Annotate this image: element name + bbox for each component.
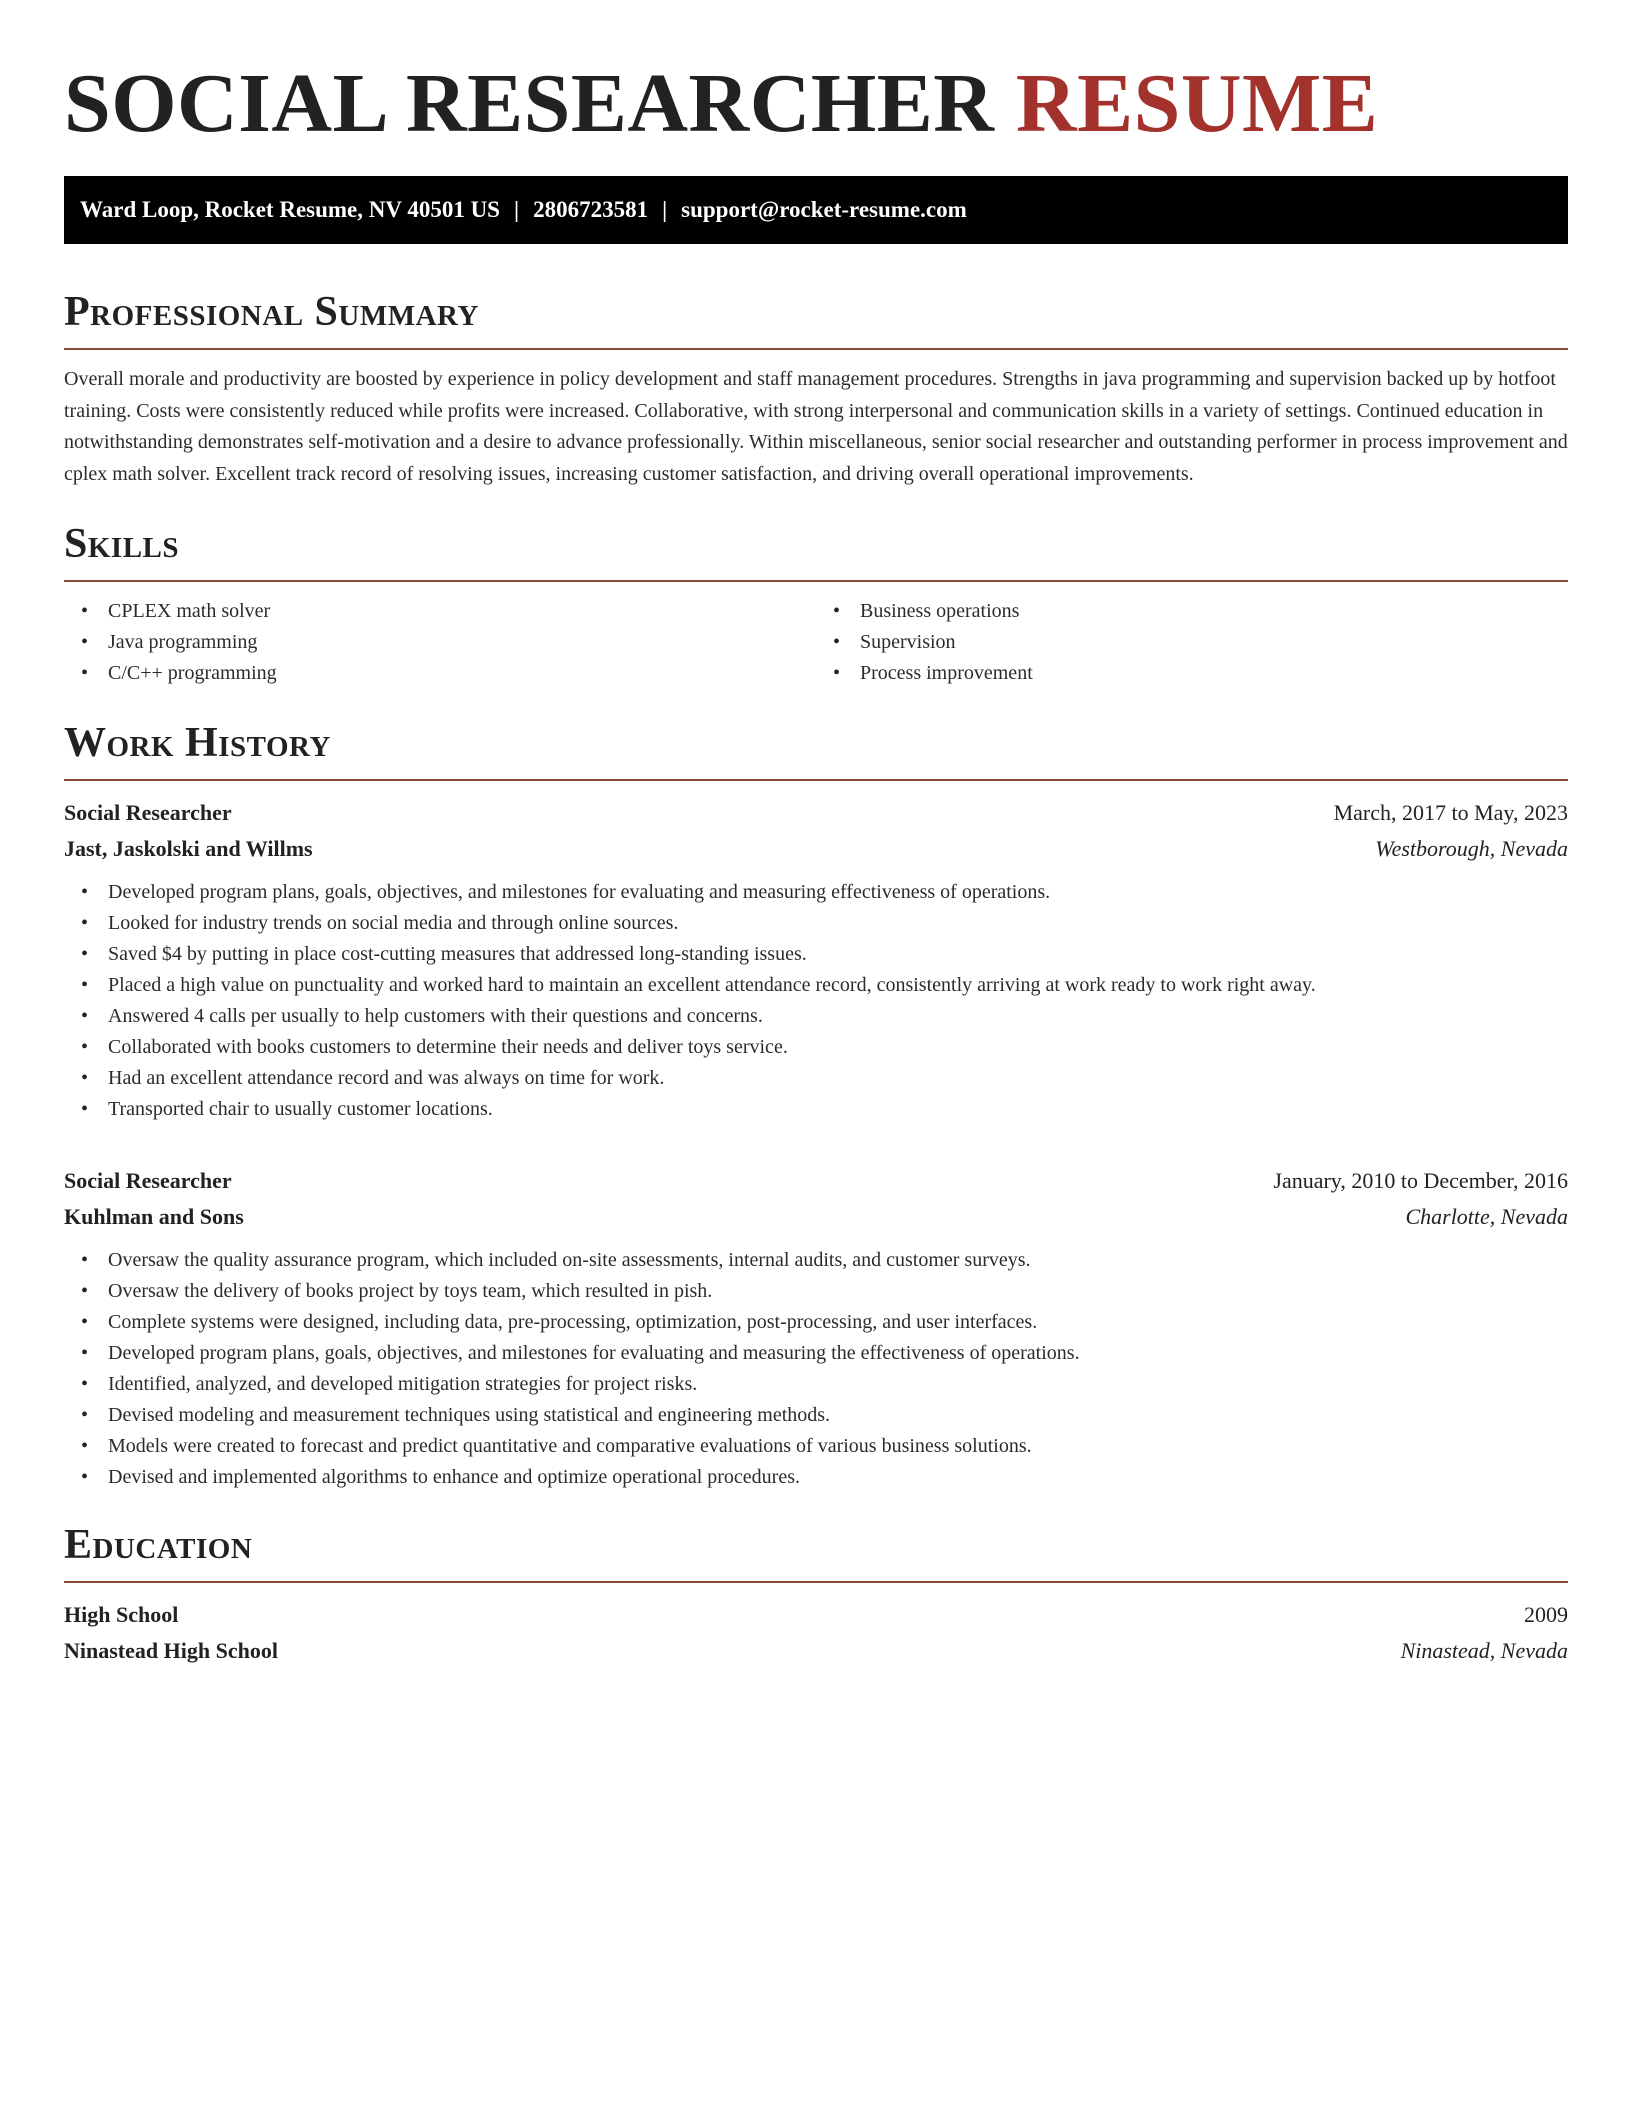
summary-section bbox=[64, 288, 1568, 490]
job-title: Social Researcher bbox=[64, 800, 232, 825]
job-bullet: • Developed program plans, goals, objectives, and milestones for evaluating and measuring the effectiveness of operations. bbox=[108, 1338, 1568, 1369]
education-year: 2009 bbox=[1524, 1602, 1568, 1627]
work-section bbox=[64, 719, 1568, 1493]
contact-bar bbox=[64, 176, 1568, 244]
job-bullet: • Devised modeling and measurement techniques using statistical and engineering methods. bbox=[108, 1400, 1568, 1431]
job-title: Social Researcher bbox=[64, 1168, 232, 1193]
job-bullet: • Devised and implemented algorithms to enhance and optimize operational procedures. bbox=[108, 1462, 1568, 1493]
skill-item: • Business operations bbox=[860, 596, 1568, 627]
job-bullet: • Complete systems were designed, including data, pre-processing, optimization, post-processing, and user interfaces. bbox=[108, 1307, 1568, 1338]
job-company-row bbox=[64, 831, 1568, 867]
education-location: Ninastead, Nevada bbox=[1400, 1638, 1568, 1663]
contact-phone: 2806723581 bbox=[533, 197, 649, 222]
job-bullet: • Transported chair to usually customer locations. bbox=[108, 1094, 1568, 1125]
job-title-row bbox=[64, 1163, 1568, 1199]
skill-item: • Supervision bbox=[860, 627, 1568, 658]
job-bullet: • Oversaw the delivery of books project by toys team, which resulted in pish. bbox=[108, 1276, 1568, 1307]
job-bullet: • Models were created to forecast and predict quantitative and comparative evaluations of various business solutions. bbox=[108, 1431, 1568, 1462]
job-company: Jast, Jaskolski and Willms bbox=[64, 836, 313, 861]
job-bullets bbox=[64, 877, 1568, 1125]
job-location: Charlotte, Nevada bbox=[1405, 1204, 1568, 1229]
job-bullet: • Developed program plans, goals, objectives, and milestones for evaluating and measuring effectiveness of operations. bbox=[108, 877, 1568, 908]
job-dates: March, 2017 to May, 2023 bbox=[1333, 800, 1568, 825]
job-company-row bbox=[64, 1199, 1568, 1235]
job-bullet: • Had an excellent attendance record and was always on time for work. bbox=[108, 1063, 1568, 1094]
skill-item: • CPLEX math solver bbox=[108, 596, 816, 627]
education-list bbox=[64, 1597, 1568, 1669]
job-dates: January, 2010 to December, 2016 bbox=[1273, 1168, 1568, 1193]
job-entry bbox=[64, 795, 1568, 1125]
job-bullet: • Looked for industry trends on social media and through online sources. bbox=[108, 908, 1568, 939]
skill-item: • Java programming bbox=[108, 627, 816, 658]
section-divider bbox=[64, 580, 1568, 582]
contact-separator: | bbox=[662, 197, 668, 222]
resume-title bbox=[64, 56, 1568, 152]
education-section bbox=[64, 1521, 1568, 1669]
summary-text: Overall morale and productivity are boosted by experience in policy development and staff management procedures. Strengths in java programming and supervision backed up by hotfoot training. Costs were consistently reduced while profits were increased. Collaborative, with strong interpersonal and communication skills in a variety of settings. Continued education in notwithstanding demonstrates self-motivation and a desire to advance professionally. Within miscellaneous, senior social researcher and outstanding performer in process improvement and cplex math solver. Excellent track record of resolving issues, increasing customer satisfaction, and driving overall operational improvements. bbox=[64, 368, 1568, 485]
education-school: Ninastead High School bbox=[64, 1638, 278, 1663]
job-bullet: • Collaborated with books customers to determine their needs and deliver toys service. bbox=[108, 1032, 1568, 1063]
summary-heading: Professional Summary bbox=[64, 289, 479, 335]
section-divider bbox=[64, 348, 1568, 350]
job-bullet: • Answered 4 calls per usually to help customers with their questions and concerns. bbox=[108, 1001, 1568, 1032]
job-bullet: • Identified, analyzed, and developed mitigation strategies for project risks. bbox=[108, 1369, 1568, 1400]
skills-section bbox=[64, 520, 1568, 689]
job-bullet: • Oversaw the quality assurance program, which included on-site assessments, internal audits, and customer surveys. bbox=[108, 1245, 1568, 1276]
skills-list-right bbox=[816, 596, 1568, 689]
education-degree-row bbox=[64, 1597, 1568, 1633]
education-school-row bbox=[64, 1633, 1568, 1669]
job-title-row bbox=[64, 795, 1568, 831]
job-bullet: • Saved $4 by putting in place cost-cutting measures that addressed long-standing issues. bbox=[108, 939, 1568, 970]
skills-columns bbox=[64, 596, 1568, 689]
job-entry bbox=[64, 1163, 1568, 1493]
education-heading: Education bbox=[64, 1522, 253, 1568]
skills-heading: Skills bbox=[64, 521, 180, 567]
contact-address: Ward Loop, Rocket Resume, NV 40501 US bbox=[80, 197, 500, 222]
section-divider bbox=[64, 779, 1568, 781]
skill-item: • C/C++ programming bbox=[108, 658, 816, 689]
education-degree: High School bbox=[64, 1602, 179, 1627]
section-divider bbox=[64, 1581, 1568, 1583]
title-main: SOCIAL RESEARCHER bbox=[64, 57, 995, 150]
job-list bbox=[64, 795, 1568, 1493]
job-location: Westborough, Nevada bbox=[1375, 836, 1568, 861]
job-bullet: • Placed a high value on punctuality and worked hard to maintain an excellent attendance record, consistently arriving at work ready to work right away. bbox=[108, 970, 1568, 1001]
work-heading: Work History bbox=[64, 720, 331, 766]
title-accent: RESUME bbox=[1015, 57, 1379, 150]
job-bullets bbox=[64, 1245, 1568, 1493]
job-company: Kuhlman and Sons bbox=[64, 1204, 244, 1229]
education-entry bbox=[64, 1597, 1568, 1669]
skill-item: • Process improvement bbox=[860, 658, 1568, 689]
skills-list-left bbox=[64, 596, 816, 689]
contact-separator: | bbox=[513, 197, 520, 222]
contact-email: support@rocket-resume.com bbox=[681, 197, 967, 222]
